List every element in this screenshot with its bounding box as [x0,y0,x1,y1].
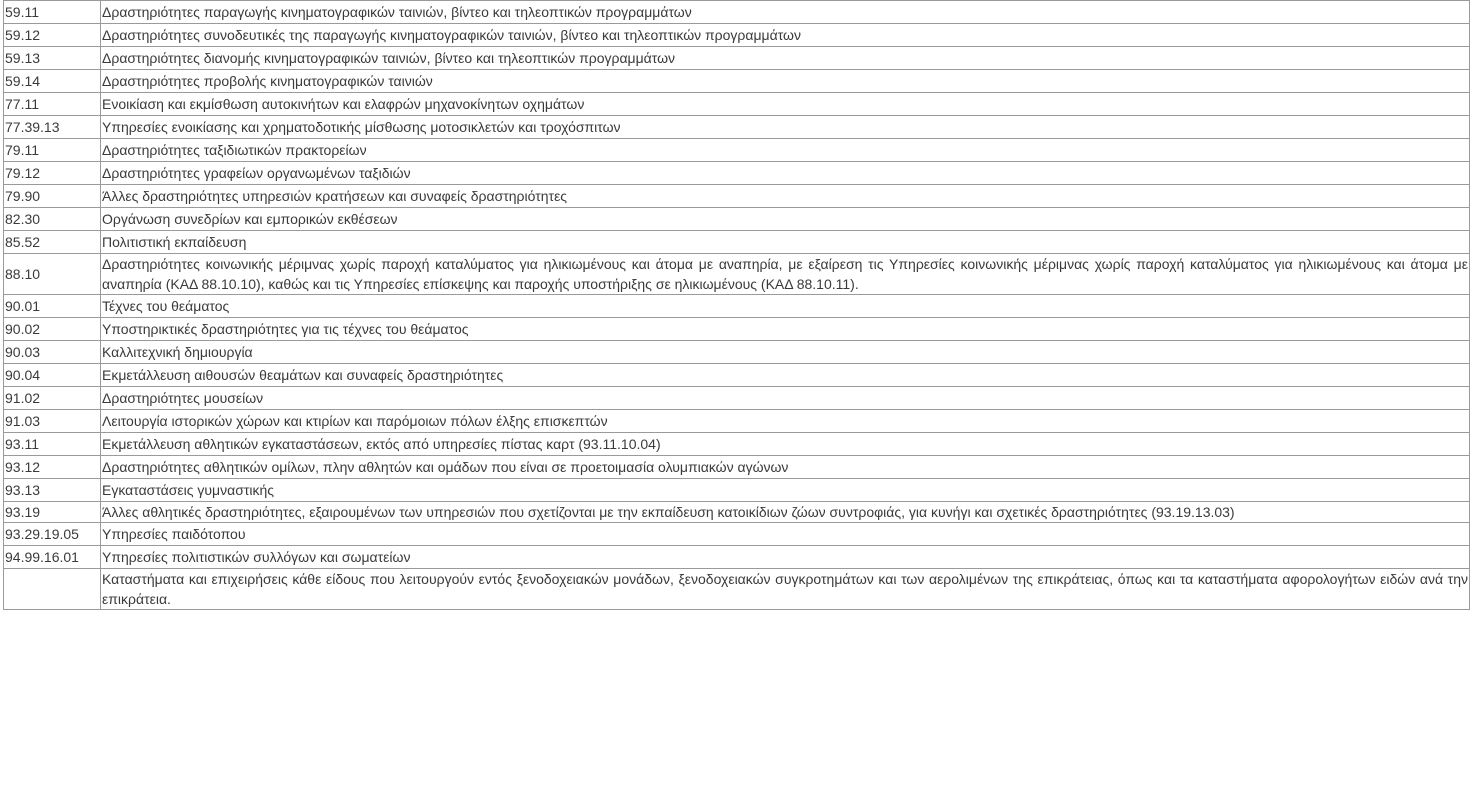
kad-code-cell: 93.11 [4,433,101,456]
kad-description-cell: Άλλες αθλητικές δραστηριότητες, εξαιρουμένων των υπηρεσιών που σχετίζονται με την εκπαίδευση κατοικίδιων ζώων συντροφιάς, για κυνήγι και σχετικές δραστηριότητες (93.19.13.03) [101,502,1470,523]
kad-description-cell: Εκμετάλλευση αθλητικών εγκαταστάσεων, εκτός από υπηρεσίες πίστας καρτ (93.11.10.04) [101,433,1470,456]
kad-code-cell: 93.13 [4,479,101,502]
kad-description-cell: Υπηρεσίες πολιτιστικών συλλόγων και σωματείων [101,546,1470,569]
table-row [4,116,1470,139]
kad-code-cell: 93.12 [4,456,101,479]
table-row [4,479,1470,502]
kad-description-cell: Δραστηριότητες μουσείων [101,387,1470,410]
kad-description-cell: Λειτουργία ιστορικών χώρων και κτιρίων και παρόμοιων πόλων έλξης επισκεπτών [101,410,1470,433]
kad-description-cell: Εγκαταστάσεις γυμναστικής [101,479,1470,502]
table-row [4,546,1470,569]
table-row [4,295,1470,318]
kad-description-cell: Δραστηριότητες ταξιδιωτικών πρακτορείων [101,139,1470,162]
table-row [4,162,1470,185]
kad-description-cell: Τέχνες του θεάματος [101,295,1470,318]
kad-code-cell: 79.12 [4,162,101,185]
kad-description-cell: Υπηρεσίες ενοικίασης και χρηματοδοτικής μίσθωσης μοτοσικλετών και τροχόσπιτων [101,116,1470,139]
kad-code-cell: 90.04 [4,364,101,387]
kad-code-cell: 90.03 [4,341,101,364]
kad-code-cell: 59.13 [4,47,101,70]
table-row [4,1,1470,24]
kad-code-cell: 79.11 [4,139,101,162]
kad-description-cell: Δραστηριότητες αθλητικών ομίλων, πλην αθλητών και ομάδων που είναι σε προετοιμασία ολυμπιακών αγώνων [101,456,1470,479]
kad-table-body [4,1,1470,610]
table-row [4,523,1470,546]
kad-code-cell: 90.02 [4,318,101,341]
kad-description-cell: Οργάνωση συνεδρίων και εμπορικών εκθέσεων [101,208,1470,231]
kad-description-cell: Καταστήματα και επιχειρήσεις κάθε είδους που λειτουργούν εντός ξενοδοχειακών μονάδων, ξενοδοχειακών συγκροτημάτων και των αερολιμένων της επικράτειας, όπως και τα καταστήματα αφορολογήτων ειδών ανά την επικράτεια. [101,569,1470,610]
kad-code-cell: 85.52 [4,231,101,254]
kad-description-cell: Δραστηριότητες προβολής κινηματογραφικών ταινιών [101,70,1470,93]
kad-description-cell: Υποστηρικτικές δραστηριότητες για τις τέχνες του θεάματος [101,318,1470,341]
kad-code-cell: 91.03 [4,410,101,433]
kad-code-cell: 59.11 [4,1,101,24]
table-row [4,139,1470,162]
kad-code-cell: 90.01 [4,295,101,318]
table-row [4,208,1470,231]
kad-code-cell: 91.02 [4,387,101,410]
kad-code-cell: 82.30 [4,208,101,231]
table-row [4,231,1470,254]
kad-description-cell: Δραστηριότητες παραγωγής κινηματογραφικών ταινιών, βίντεο και τηλεοπτικών προγραμμάτων [101,1,1470,24]
kad-table [3,0,1470,610]
kad-description-cell: Δραστηριότητες διανομής κινηματογραφικών ταινιών, βίντεο και τηλεοπτικών προγραμμάτων [101,47,1470,70]
table-row [4,47,1470,70]
table-row [4,364,1470,387]
kad-description-cell: Εκμετάλλευση αιθουσών θεαμάτων και συναφείς δραστηριότητες [101,364,1470,387]
table-row [4,318,1470,341]
table-row [4,341,1470,364]
kad-code-cell [4,569,101,610]
kad-code-cell: 77.11 [4,93,101,116]
kad-description-cell: Καλλιτεχνική δημιουργία [101,341,1470,364]
kad-code-cell: 77.39.13 [4,116,101,139]
table-row [4,93,1470,116]
kad-description-cell: Δραστηριότητες γραφείων οργανωμένων ταξιδιών [101,162,1470,185]
kad-description-cell: Δραστηριότητες κοινωνικής μέριμνας χωρίς παροχή καταλύματος για ηλικιωμένους και άτομα με αναπηρία, με εξαίρεση τις Υπηρεσίες κοινωνικής μέριμνας χωρίς παροχή καταλύματος για ηλικιωμένους και άτομα με αναπηρία (ΚΑΔ 88.10.10), καθώς και τις Υπηρεσίες επίσκεψης και παροχής υποστήριξης σε ηλικιωμένους (ΚΑΔ 88.10.11). [101,254,1470,295]
table-row [4,569,1470,610]
kad-code-cell: 94.99.16.01 [4,546,101,569]
table-row [4,185,1470,208]
kad-code-cell: 79.90 [4,185,101,208]
kad-description-cell: Ενοικίαση και εκμίσθωση αυτοκινήτων και ελαφρών μηχανοκίνητων οχημάτων [101,93,1470,116]
table-row [4,254,1470,295]
table-row [4,70,1470,93]
kad-code-cell: 93.29.19.05 [4,523,101,546]
kad-description-cell: Πολιτιστική εκπαίδευση [101,231,1470,254]
kad-code-cell: 93.19 [4,502,101,523]
table-row [4,456,1470,479]
table-row [4,24,1470,47]
table-row [4,387,1470,410]
kad-code-cell: 59.14 [4,70,101,93]
kad-description-cell: Υπηρεσίες παιδότοπου [101,523,1470,546]
kad-description-cell: Άλλες δραστηριότητες υπηρεσιών κρατήσεων και συναφείς δραστηριότητες [101,185,1470,208]
kad-code-cell: 59.12 [4,24,101,47]
table-row [4,410,1470,433]
table-row [4,433,1470,456]
table-row [4,502,1470,523]
kad-description-cell: Δραστηριότητες συνοδευτικές της παραγωγής κινηματογραφικών ταινιών, βίντεο και τηλεοπτικών προγραμμάτων [101,24,1470,47]
kad-code-cell: 88.10 [4,254,101,295]
